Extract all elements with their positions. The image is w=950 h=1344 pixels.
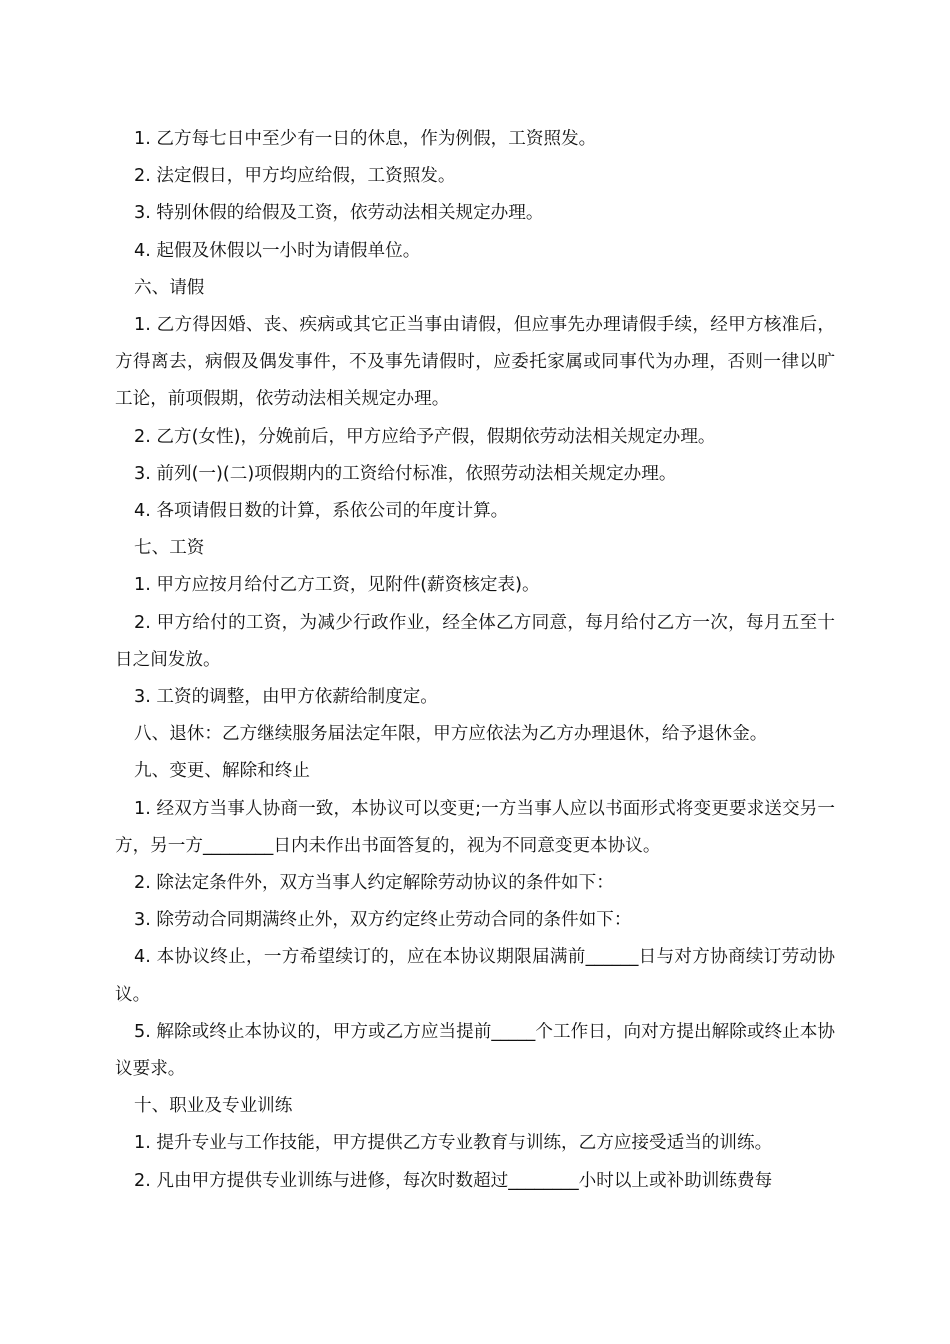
paragraph: 1. 提升专业与工作技能，甲方提供乙方专业教育与训练，乙方应接受适当的训练。 [134,1133,773,1154]
document-body [115,121,835,1200]
paragraph: 3. 工资的调整，由甲方依薪给制度定。 [134,687,438,708]
paragraph: 3. 特别休假的给假及工资，依劳动法相关规定办理。 [134,203,544,224]
paragraph: 1. 经双方当事人协商一致，本协议可以变更;一方当事人应以书面形式将变更要求送交另一方，另一方________日内未作出书面答复的，视为不同意变更本协议。 [115,798,835,856]
paragraph: 4. 本协议终止，一方希望续订的，应在本协议期限届满前______日与对方协商续订劳动协议。 [115,947,835,1005]
section-heading: 七、工资 [134,538,205,559]
paragraph: 3. 除劳动合同期满终止外，双方约定终止劳动合同的条件如下： [134,910,632,931]
paragraph: 1. 乙方得因婚、丧、疾病或其它正当事由请假，但应事先办理请假手续，经甲方核准后，方得离去，病假及偶发事件，不及事先请假时，应委托家属或同事代为办理，否则一律以旷工论，前项假期，依劳动法相关规定办理。 [115,315,835,410]
section-heading: 六、请假 [134,277,205,298]
paragraph: 4. 各项请假日数的计算，系依公司的年度计算。 [134,501,509,522]
section-heading: 八、退休：乙方继续服务届法定年限，甲方应依法为乙方办理退休，给予退休金。 [134,724,768,745]
paragraph: 2. 乙方(女性)，分娩前后，甲方应给予产假，假期依劳动法相关规定办理。 [134,426,716,447]
paragraph: 4. 起假及休假以一小时为请假单位。 [134,240,421,261]
paragraph: 2. 甲方给付的工资，为减少行政作业，经全体乙方同意，每月给付乙方一次，每月五至十日之间发放。 [115,612,835,670]
paragraph: 1. 乙方每七日中至少有一日的休息，作为例假，工资照发。 [134,129,597,149]
paragraph: 2. 凡由甲方提供专业训练与进修，每次时数超过________小时以上或补助训练费每 [134,1170,773,1191]
section-heading: 九、变更、解除和终止 [134,761,310,782]
paragraph: 2. 法定假日，甲方均应给假，工资照发。 [134,166,456,187]
paragraph: 1. 甲方应按月给付乙方工资，见附件(薪资核定表)。 [134,575,540,596]
paragraph: 3. 前列(一)(二)项假期内的工资给付标准，依照劳动法相关规定办理。 [134,463,677,484]
paragraph: 2. 除法定条件外，双方当事人约定解除劳动协议的条件如下： [134,873,614,894]
section-heading: 十、职业及专业训练 [134,1096,293,1117]
paragraph: 5. 解除或终止本协议的，甲方或乙方应当提前_____个工作日，向对方提出解除或终止本协议要求。 [115,1021,835,1080]
